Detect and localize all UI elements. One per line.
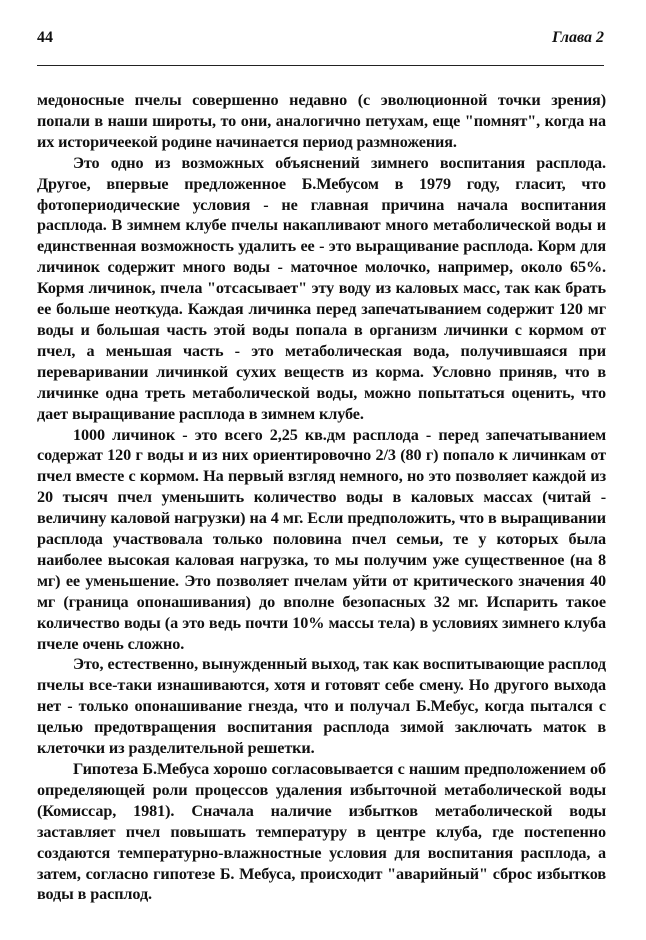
paragraph: 1000 личинок - это всего 2,25 кв.дм расплода - перед запечатыванием содержат 120 г воды и из них ориентировочно 2/3 (80 г) попало к личинкам от пчел вместе с кормом. На первый взгляд немного, но это позволяет каждой из 20 тысяч пчел уменьшить количество воды в каловых массах (читай - величину каловой нагрузки) на 4 мг. Если предположить, что в выращивании расплода участвовала только половина пчел семьи, те у которых была наиболее высокая каловая нагрузка, то мы получим уже существенное (на 8 мг) ее уменьшение. Это позволяет пчелам уйти от критического значения 40 мг (граница опонашивания) до вполне безопасных 32 мг. Испарить такое количество воды (а это ведь почти 10% массы тела) в условиях зимнего клуба пчеле очень сложно. [37, 425, 606, 653]
chapter-title: Глава 2 [551, 29, 604, 46]
page-number: 44 [37, 29, 53, 46]
running-header [37, 29, 604, 51]
body-text [37, 90, 606, 905]
header-rule [37, 65, 604, 66]
paragraph: Гипотеза Б.Мебуса хорошо согласовывается с нашим предположением об определяющей роли процессов удаления избыточной метаболической воды (Комиссар, 1981). Сначала наличие избытков метаболической воды заставляет пчел повышать температуру в центре клуба, где постепенно создаются температурно-влажностные условия для воспитания расплода, а затем, согласно гипотезе Б. Мебуса, происходит "аварийный" сброс избытков воды в расплод. [37, 760, 606, 904]
paragraph: Это одно из возможных объяснений зимнего воспитания расплода. Другое, впервые предложенное Б.Мебусом в 1979 году, гласит, что фотопериодические условия - не главная причина начала воспитания расплода. В зимнем клубе пчелы накапливают много метаболической воды и единственная возможность удалить ее - это выращивание расплода. Корм для личинок содержит много воды - маточное молочко, например, около 65%. Кормя личинок, пчела "отсасывает" эту воду из каловых масс, так как брать ее больше неоткуда. Каждая личинка перед запечатыванием содержит 120 мг воды и большая часть этой воды попала в организм личинки с кормом от пчел, а меньшая часть - это метаболическая вода, получившаяся при переваривании личинкой сухих веществ из корма. Условно приняв, что в личинке одна треть метаболической воды, можно попытаться оценить, что дает выращивание расплода в зимнем клубе. [37, 153, 606, 423]
paragraph: Это, естественно, вынужденный выход, так как воспитывающие расплод пчелы все-таки изнашиваются, хотя и готовят себе смену. Но другого выхода нет - только опонашивание гнезда, что и получал Б.Мебус, когда пытался с целью предотвращения воспитания расплода зимой заключать маток в клеточки из разделительной решетки. [37, 655, 606, 758]
paragraph-continued: медоносные пчелы совершенно недавно (с эволюционной точки зрения) попали в наши широты, то они, аналогично петухам, еще "помнят", когда на их историчеекой родине начинается период размножения. [37, 91, 606, 151]
